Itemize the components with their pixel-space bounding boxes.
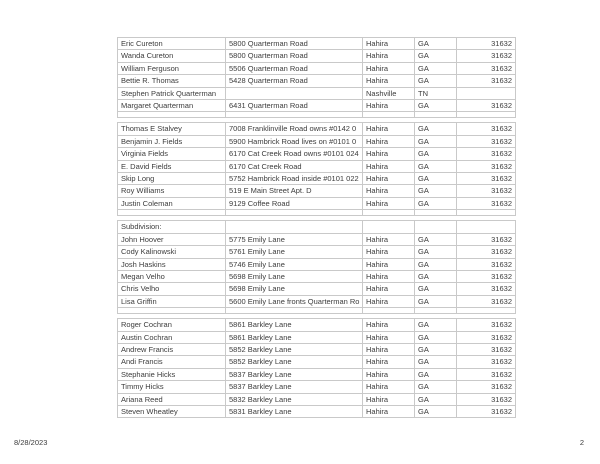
table-row — [118, 197, 516, 209]
cell-zip: 31632 — [457, 356, 516, 368]
cell-address: 9129 Coffee Road — [226, 197, 363, 209]
cell-state: GA — [415, 270, 457, 282]
cell-state — [415, 221, 457, 233]
cell-address: 5832 Barkley Lane — [226, 393, 363, 405]
cell-name: Roy Williams — [118, 185, 226, 197]
cell-name: Bettie R. Thomas — [118, 75, 226, 87]
cell-city: Hahira — [363, 246, 415, 258]
cell-city: Hahira — [363, 331, 415, 343]
cell-name: E. David Fields — [118, 160, 226, 172]
cell-address: 519 E Main Street Apt. D — [226, 185, 363, 197]
cell-state: GA — [415, 173, 457, 185]
cell-state — [415, 112, 457, 118]
table-row — [118, 135, 516, 147]
table-row — [118, 381, 516, 393]
cell-state: GA — [415, 343, 457, 355]
cell-state: GA — [415, 197, 457, 209]
cell-city: Hahira — [363, 135, 415, 147]
cell-city — [363, 210, 415, 216]
cell-name: Austin Cochran — [118, 331, 226, 343]
cell-name: Eric Cureton — [118, 38, 226, 50]
cell-name: Lisa Griffin — [118, 295, 226, 307]
table-row — [118, 160, 516, 172]
cell-address: 5800 Quarterman Road — [226, 50, 363, 62]
cell-address: 5852 Barkley Lane — [226, 356, 363, 368]
cell-zip: 31632 — [457, 405, 516, 417]
cell-zip: 31632 — [457, 381, 516, 393]
cell-zip — [457, 87, 516, 99]
cell-address: 5900 Hambrick Road lives on #0101 0 — [226, 135, 363, 147]
cell-name: Roger Cochran — [118, 319, 226, 331]
cell-name: Subdivision: — [118, 221, 226, 233]
cell-name: Megan Velho — [118, 270, 226, 282]
table-row — [118, 233, 516, 245]
cell-zip: 31632 — [457, 38, 516, 50]
cell-city — [363, 112, 415, 118]
table-row — [118, 319, 516, 331]
cell-state: GA — [415, 75, 457, 87]
cell-address: 5761 Emily Lane — [226, 246, 363, 258]
cell-state: GA — [415, 405, 457, 417]
cell-name: Chris Velho — [118, 283, 226, 295]
cell-zip — [457, 308, 516, 314]
cell-state: GA — [415, 356, 457, 368]
cell-name: Timmy Hicks — [118, 381, 226, 393]
cell-state: GA — [415, 185, 457, 197]
table-row — [118, 270, 516, 282]
record-group-3 — [117, 220, 516, 314]
cell-city: Hahira — [363, 258, 415, 270]
cell-zip: 31632 — [457, 295, 516, 307]
cell-address: 6170 Cat Creek Road — [226, 160, 363, 172]
cell-state: GA — [415, 123, 457, 135]
cell-zip: 31632 — [457, 123, 516, 135]
cell-zip: 31632 — [457, 283, 516, 295]
cell-zip — [457, 221, 516, 233]
cell-name: Virginia Fields — [118, 148, 226, 160]
cell-city: Hahira — [363, 185, 415, 197]
cell-city — [363, 221, 415, 233]
cell-city: Hahira — [363, 160, 415, 172]
cell-address — [226, 221, 363, 233]
cell-address: 5852 Barkley Lane — [226, 343, 363, 355]
cell-state: GA — [415, 381, 457, 393]
table-row — [118, 331, 516, 343]
cell-zip — [457, 112, 516, 118]
cell-state: GA — [415, 368, 457, 380]
cell-state: GA — [415, 148, 457, 160]
cell-name: John Hoover — [118, 233, 226, 245]
cell-city — [363, 308, 415, 314]
record-group-1 — [117, 37, 516, 118]
cell-state: GA — [415, 283, 457, 295]
cell-zip: 31632 — [457, 50, 516, 62]
cell-city: Hahira — [363, 368, 415, 380]
cell-address: 5831 Barkley Lane — [226, 405, 363, 417]
cell-state: GA — [415, 393, 457, 405]
cell-address: 5861 Barkley Lane — [226, 319, 363, 331]
table-row — [118, 258, 516, 270]
cell-city: Hahira — [363, 343, 415, 355]
cell-address — [226, 308, 363, 314]
table-row — [118, 405, 516, 417]
cell-name: William Ferguson — [118, 62, 226, 74]
cell-zip: 31632 — [457, 331, 516, 343]
cell-name: Justin Coleman — [118, 197, 226, 209]
cell-zip: 31632 — [457, 393, 516, 405]
cell-zip: 31632 — [457, 197, 516, 209]
cell-city: Hahira — [363, 356, 415, 368]
table-row — [118, 246, 516, 258]
cell-name: Benjamin J. Fields — [118, 135, 226, 147]
cell-state: GA — [415, 319, 457, 331]
table-row — [118, 38, 516, 50]
cell-zip: 31632 — [457, 343, 516, 355]
cell-address: 5428 Quarterman Road — [226, 75, 363, 87]
spacer-row — [118, 308, 516, 314]
cell-address: 5837 Barkley Lane — [226, 381, 363, 393]
cell-state: GA — [415, 100, 457, 112]
cell-state: GA — [415, 62, 457, 74]
cell-name: Ariana Reed — [118, 393, 226, 405]
cell-address — [226, 112, 363, 118]
cell-name: Josh Haskins — [118, 258, 226, 270]
table-row — [118, 62, 516, 74]
cell-city: Hahira — [363, 100, 415, 112]
cell-state — [415, 210, 457, 216]
table-row — [118, 283, 516, 295]
cell-address: 5506 Quarterman Road — [226, 62, 363, 74]
table-row — [118, 295, 516, 307]
table-row — [118, 50, 516, 62]
cell-zip — [457, 210, 516, 216]
page-number: 2 — [579, 438, 584, 447]
cell-city: Hahira — [363, 38, 415, 50]
cell-zip: 31632 — [457, 148, 516, 160]
cell-city: Nashville — [363, 87, 415, 99]
cell-city: Hahira — [363, 319, 415, 331]
table-row — [118, 75, 516, 87]
cell-state: GA — [415, 160, 457, 172]
cell-name: Steven Wheatley — [118, 405, 226, 417]
cell-address — [226, 87, 363, 99]
cell-name: Andi Francis — [118, 356, 226, 368]
cell-zip: 31632 — [457, 75, 516, 87]
cell-zip: 31632 — [457, 368, 516, 380]
cell-state: GA — [415, 295, 457, 307]
table-row — [118, 100, 516, 112]
cell-address: 6170 Cat Creek Road owns #0101 024 — [226, 148, 363, 160]
table-row — [118, 185, 516, 197]
table-row — [118, 368, 516, 380]
record-tables — [117, 37, 512, 422]
cell-city: Hahira — [363, 197, 415, 209]
cell-zip: 31632 — [457, 185, 516, 197]
cell-name: Andrew Francis — [118, 343, 226, 355]
cell-state — [415, 308, 457, 314]
cell-name — [118, 210, 226, 216]
cell-city: Hahira — [363, 173, 415, 185]
cell-state: GA — [415, 50, 457, 62]
cell-zip: 31632 — [457, 173, 516, 185]
cell-city: Hahira — [363, 295, 415, 307]
spacer-row — [118, 112, 516, 118]
cell-zip: 31632 — [457, 100, 516, 112]
cell-address: 5861 Barkley Lane — [226, 331, 363, 343]
cell-address: 6431 Quarterman Road — [226, 100, 363, 112]
cell-address: 7008 Franklinville Road owns #0142 0 — [226, 123, 363, 135]
cell-state: TN — [415, 87, 457, 99]
cell-city: Hahira — [363, 381, 415, 393]
cell-zip: 31632 — [457, 246, 516, 258]
cell-state: GA — [415, 135, 457, 147]
table-row — [118, 87, 516, 99]
cell-name — [118, 308, 226, 314]
table-row — [118, 356, 516, 368]
cell-zip: 31632 — [457, 270, 516, 282]
cell-state: GA — [415, 233, 457, 245]
cell-name: Thomas E Stalvey — [118, 123, 226, 135]
cell-address: 5837 Barkley Lane — [226, 368, 363, 380]
cell-zip: 31632 — [457, 319, 516, 331]
cell-zip: 31632 — [457, 233, 516, 245]
cell-name: Cody Kalinowski — [118, 246, 226, 258]
cell-address: 5746 Emily Lane — [226, 258, 363, 270]
cell-address: 5800 Quarterman Road — [226, 38, 363, 50]
cell-name: Margaret Quarterman — [118, 100, 226, 112]
cell-state: GA — [415, 246, 457, 258]
cell-city: Hahira — [363, 233, 415, 245]
cell-city: Hahira — [363, 62, 415, 74]
table-row — [118, 343, 516, 355]
cell-city: Hahira — [363, 270, 415, 282]
table-row — [118, 148, 516, 160]
cell-city: Hahira — [363, 393, 415, 405]
spacer-row — [118, 210, 516, 216]
cell-city: Hahira — [363, 405, 415, 417]
footer-date: 8/28/2023 — [14, 438, 48, 447]
cell-address — [226, 210, 363, 216]
cell-zip: 31632 — [457, 135, 516, 147]
table-row — [118, 221, 516, 233]
cell-zip: 31632 — [457, 258, 516, 270]
cell-zip: 31632 — [457, 62, 516, 74]
cell-city: Hahira — [363, 283, 415, 295]
cell-city: Hahira — [363, 75, 415, 87]
table-row — [118, 123, 516, 135]
record-group-2 — [117, 122, 516, 216]
cell-name: Stephen Patrick Quarterman — [118, 87, 226, 99]
cell-address: 5775 Emily Lane — [226, 233, 363, 245]
cell-zip: 31632 — [457, 160, 516, 172]
cell-state: GA — [415, 258, 457, 270]
cell-state: GA — [415, 38, 457, 50]
cell-address: 5698 Emily Lane — [226, 270, 363, 282]
cell-city: Hahira — [363, 148, 415, 160]
cell-state: GA — [415, 331, 457, 343]
table-row — [118, 173, 516, 185]
cell-name: Wanda Cureton — [118, 50, 226, 62]
record-group-4 — [117, 318, 516, 418]
cell-name: Skip Long — [118, 173, 226, 185]
cell-city: Hahira — [363, 50, 415, 62]
cell-address: 5752 Hambrick Road inside #0101 022 — [226, 173, 363, 185]
table-row — [118, 393, 516, 405]
cell-address: 5698 Emily Lane — [226, 283, 363, 295]
cell-address: 5600 Emily Lane fronts Quarterman Ro — [226, 295, 363, 307]
cell-city: Hahira — [363, 123, 415, 135]
cell-name: Stephanie Hicks — [118, 368, 226, 380]
cell-name — [118, 112, 226, 118]
